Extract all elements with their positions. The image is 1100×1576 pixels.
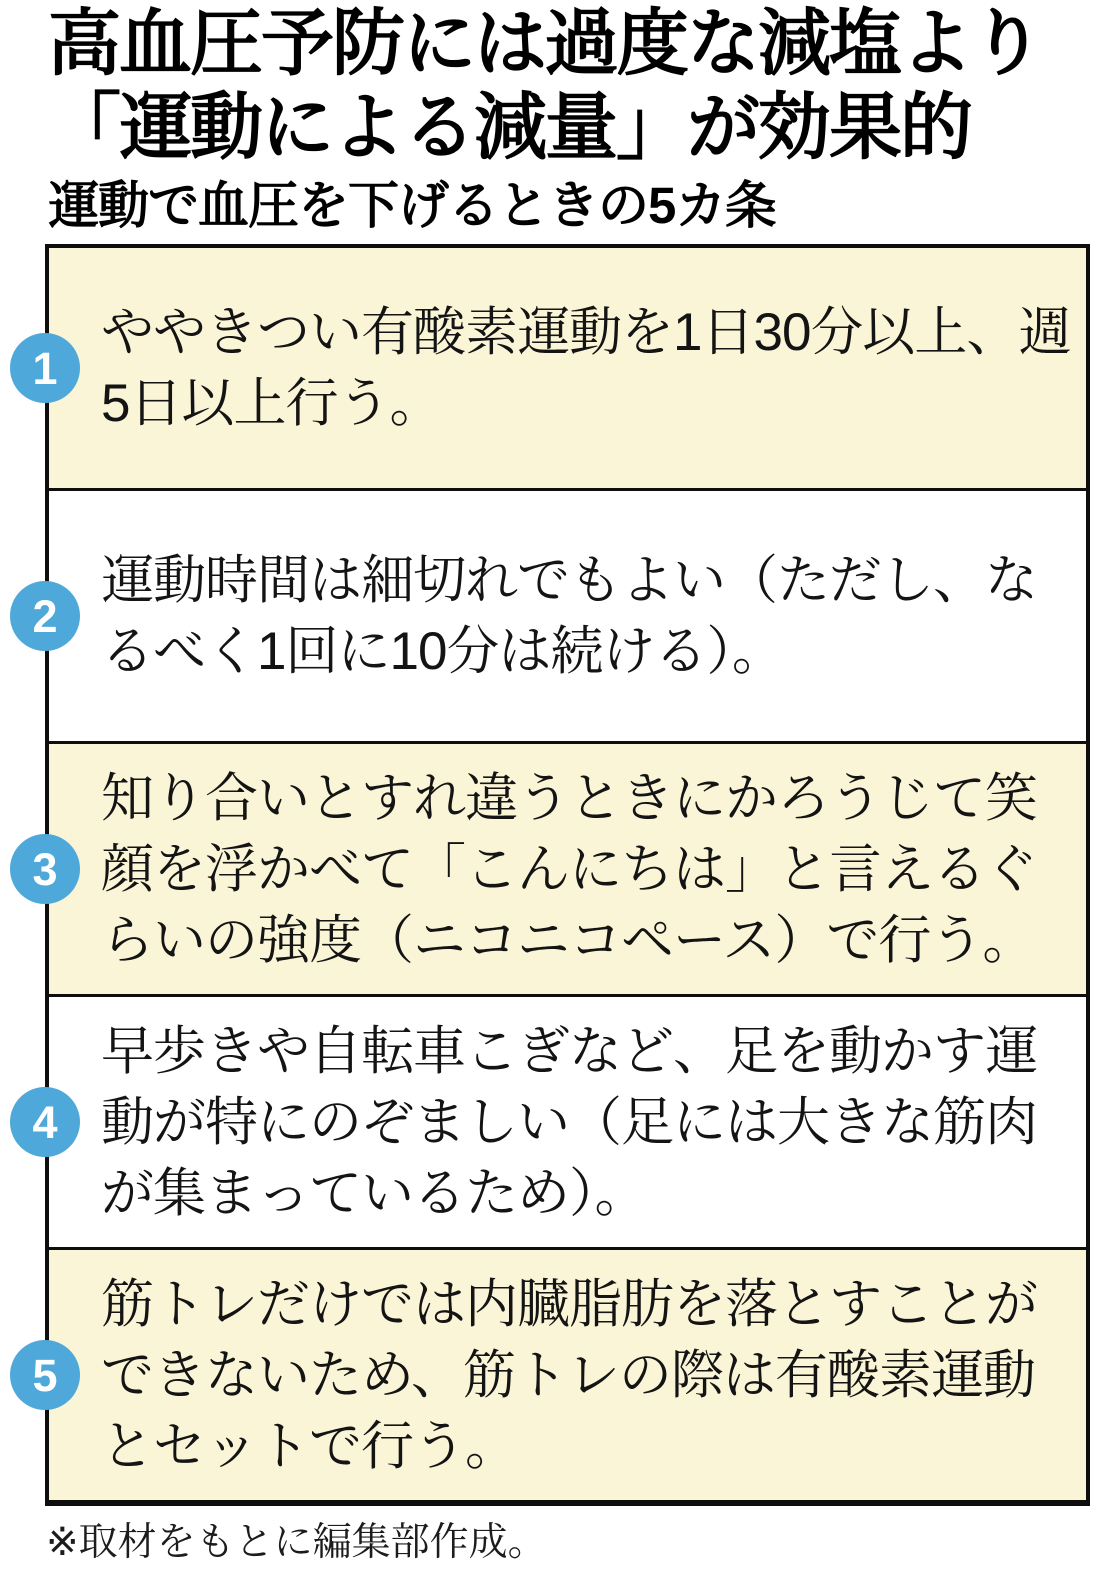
source-footnote: ※取材をもとに編集部作成。 <box>46 1521 547 1564</box>
rule-item-5 <box>32 1247 1086 1500</box>
header <box>0 0 1100 232</box>
five-rules-table <box>32 244 1090 1506</box>
item-number-badge: 1 <box>10 333 80 403</box>
rule-item-text: 運動時間は細切れでもよい（ただし、なるべく1回に10分は続ける）。 <box>101 551 1037 681</box>
item-number-badge: 3 <box>10 834 80 904</box>
rule-item-3 <box>32 741 1086 994</box>
rule-item-text: ややきつい有酸素運動を1日30分以上、週5日以上行う。 <box>101 303 1071 433</box>
rule-item-text: 知り合いとすれ違うときにかろうじて笑顔を浮かべて「こんにちは」と言えるぐらいの強度（ニコニコペース）で行う。 <box>101 768 1037 970</box>
rule-item-4 <box>32 994 1086 1247</box>
rule-item-text: 早歩きや自転車こぎなど、足を動かす運動が特にのぞましい（足には大きな筋肉が集まっているため）。 <box>101 1021 1037 1223</box>
item-number-badge: 4 <box>10 1087 80 1157</box>
page-title-line-2: 「運動による減量」が効果的 <box>48 87 971 168</box>
rule-item-1 <box>32 248 1086 488</box>
rule-item-2 <box>32 488 1086 741</box>
rule-item-text: 筋トレだけでは内臓脂肪を落とすことができないため、筋トレの際は有酸素運動とセットで行う。 <box>101 1274 1037 1476</box>
page-title-line-1: 高血圧予防には過度な減塩より <box>48 3 1042 84</box>
page-subtitle: 運動で血圧を下げるときの5カ条 <box>48 177 776 234</box>
item-number-badge: 5 <box>10 1340 80 1410</box>
item-number-badge: 2 <box>10 581 80 651</box>
